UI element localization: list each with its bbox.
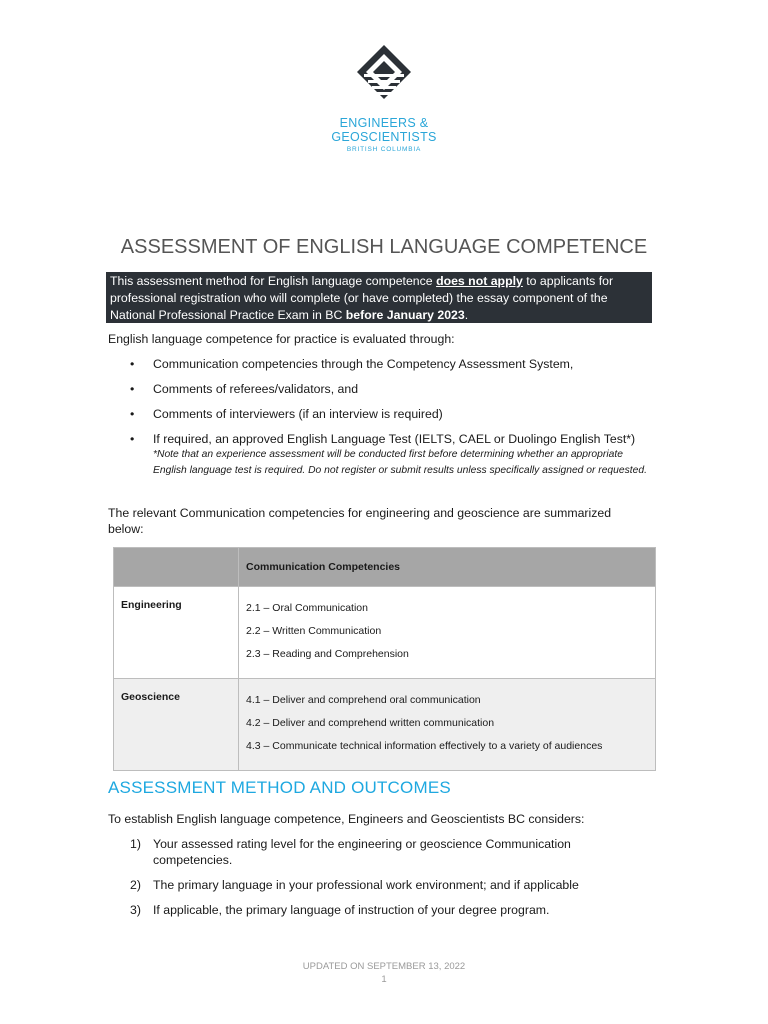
competency-item: 4.3 – Communicate technical information effectively to a variety of audiences	[246, 740, 603, 752]
competency-item: 2.1 – Oral Communication	[246, 602, 368, 614]
relevant-paragraph: The relevant Communication competencies for engineering and geoscience are summarized below:	[108, 506, 612, 536]
egbc-logo-wordmark	[300, 116, 468, 156]
competency-item: 2.3 – Reading and Comprehension	[246, 648, 409, 660]
list-item-text: If required, an approved English Language Test (IELTS, CAEL or Duolingo English Test*)	[153, 432, 636, 446]
competency-item: 4.1 – Deliver and comprehend oral communication	[246, 694, 481, 706]
logo-line-3: BRITISH COLUMBIA	[346, 146, 422, 153]
list-item	[108, 877, 648, 893]
list-item-text: The primary language in your professional work environment; and if applicable	[153, 878, 579, 892]
table-header-blank	[114, 548, 239, 587]
list-item	[108, 836, 648, 868]
row-items	[239, 679, 656, 771]
outcomes-numbered-list	[108, 836, 648, 927]
list-item: • Comments of interviewers (if an interview is required)	[108, 406, 668, 431]
competencies-table	[113, 547, 656, 771]
section-title: ASSESSMENT METHOD AND OUTCOMES	[108, 778, 451, 797]
logo-line-2: GEOSCIENTISTS	[331, 130, 437, 144]
evaluation-bullet-list	[108, 356, 668, 479]
row-label: Engineering	[114, 587, 239, 679]
notice-period: .	[464, 308, 469, 322]
notice-text-2: to applicants for professional registration who will complete (or have completed) the essay component of the National Professional Practice Exam in BC	[110, 274, 614, 322]
list-item-text: If applicable, the primary language of instruction of your degree program.	[153, 903, 550, 917]
notice-banner	[106, 272, 652, 323]
page-title: ASSESSMENT OF ENGLISH LANGUAGE COMPETENCE	[120, 236, 648, 258]
list-number: 3)	[130, 903, 141, 917]
table-header: Communication Competencies	[239, 548, 656, 587]
competency-item: 4.2 – Deliver and comprehend written communication	[246, 717, 495, 729]
row-items	[239, 587, 656, 679]
section-intro: To establish English language competence, Engineers and Geoscientists BC considers:	[108, 812, 585, 826]
competency-item: 2.2 – Written Communication	[246, 625, 382, 637]
page-number: 1	[381, 974, 387, 985]
updated-date: UPDATED ON SEPTEMBER 13, 2022	[302, 961, 466, 972]
intro-paragraph: English language competence for practice is evaluated through:	[108, 332, 455, 346]
list-item: • Comments of referees/validators, and	[108, 381, 668, 406]
list-number: 2)	[130, 878, 141, 892]
row-label: Geoscience	[114, 679, 239, 771]
list-item-text: Your assessed rating level for the engineering or geoscience Communication competencies.	[153, 837, 571, 867]
logo-line-1: ENGINEERS &	[339, 116, 429, 130]
list-item	[108, 902, 648, 918]
list-number: 1)	[130, 837, 141, 851]
list-item: • Communication competencies through the Competency Assessment System,	[108, 356, 668, 381]
table-row	[114, 587, 656, 679]
notice-emphasis: does not apply	[436, 274, 523, 288]
page-footer	[0, 960, 768, 986]
table-header-row	[114, 548, 656, 587]
egbc-logo-mark	[356, 44, 412, 108]
notice-text-1: This assessment method for English language competence	[110, 274, 437, 288]
list-item	[108, 431, 668, 479]
notice-bold-end: before January 2023	[345, 308, 465, 322]
table-row	[114, 679, 656, 771]
bullet-note: *Note that an experience assessment will be conducted first before determining whether an appropriate English language test is required. Do not register or submit results unless specifically assigned or requested.	[153, 449, 647, 476]
